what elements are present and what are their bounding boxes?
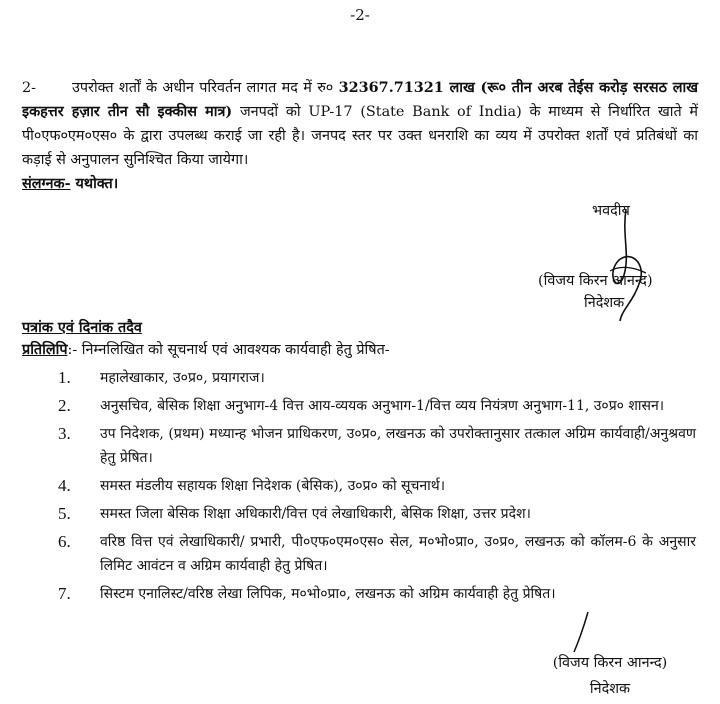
list-item-number: 5. bbox=[58, 504, 71, 523]
list-item bbox=[58, 366, 696, 390]
main-paragraph bbox=[22, 76, 698, 172]
list-item-text: समस्त मंडलीय सहायक शिक्षा निदेशक (बेसिक), उ०प्र० को सूचनार्थ। bbox=[100, 478, 446, 494]
paragraph-amount: 32367.71321 लाख (रू० तीन अरब तेईस करोड़ सरसठ लाख इकहत्तर हज़ार तीन सौ इक्कीस मात्र) bbox=[22, 79, 698, 120]
copy-to-label: प्रतिलिपि bbox=[22, 341, 68, 358]
list-item-text: उप निदेशक, (प्रथम) मध्यान्ह भोजन प्राधिकरण, उ०प्र०, लखनऊ को उपरोक्तानुसार तत्काल अग्रिम कार्यवाही/अनुश्रवण हेतु प्रेषित। bbox=[100, 426, 696, 466]
list-item bbox=[58, 530, 696, 578]
signatory-2-designation: निदेशक bbox=[589, 681, 631, 697]
list-item bbox=[58, 394, 696, 418]
list-item-number: 1. bbox=[58, 368, 71, 387]
enclosure bbox=[22, 174, 118, 193]
paragraph-text-after: जनपदों को UP-17 (State Bank of India) के माध्यम से निर्धारित खाते में पी०एफ०एम०एस० के द्वारा उपलब्ध कराई जा रही है। जनपद स्तर पर उक्त धनराशि का व्यय में उपरोक्त शर्तों एवं प्रतिबंधों का कड़ाई से अनुपालन सुनिश्चित किया जायेगा। bbox=[22, 104, 698, 168]
list-item-text: समस्त जिला बेसिक शिक्षा अधिकारी/वित्त एवं लेखाधिकारी, बेसिक शिक्षा, उत्तर प्रदेश। bbox=[100, 506, 531, 522]
signatory-2-name: (विजय किरन आनन्द) bbox=[552, 655, 668, 671]
list-item-text: अनुसचिव, बेसिक शिक्षा अनुभाग-4 वित्त आय-व्ययक अनुभाग-1/वित्त व्यय नियंत्रण अनुभाग-11, उ०प्र० शासन। bbox=[100, 398, 665, 414]
list-item-number: 4. bbox=[58, 476, 71, 495]
enclosure-value: यथोक्त। bbox=[70, 175, 119, 192]
list-item-text: सिस्टम एनालिस्ट/वरिष्ठ लेखा लिपिक, म०भो०प्रा०, लखनऊ को अग्रिम कार्यवाही हेतु प्रेषित। bbox=[100, 586, 556, 602]
copy-to-line bbox=[22, 340, 390, 359]
list-item bbox=[58, 474, 696, 498]
list-item bbox=[58, 582, 696, 606]
list-item-number: 6. bbox=[58, 532, 71, 551]
list-item bbox=[58, 502, 696, 526]
list-item-text: महालेखाकार, उ०प्र०, प्रयागराज। bbox=[100, 370, 265, 386]
recipient-list bbox=[58, 366, 696, 610]
reference-line: पत्रांक एवं दिनांक तदैव bbox=[22, 319, 142, 336]
page-number: -2- bbox=[350, 6, 370, 24]
paragraph-number: 2- bbox=[22, 80, 37, 96]
signatory-1-name: (विजय किरन आनन्द) bbox=[538, 273, 653, 289]
paragraph-text-before: उपरोक्त शर्तों के अधीन परिवर्तन लागत मद में रु० bbox=[72, 80, 339, 96]
signatory-1-designation: निदेशक bbox=[584, 295, 625, 311]
list-item-number: 3. bbox=[58, 424, 71, 443]
list-item-text: वरिष्ठ वित्त एवं लेखाधिकारी/ प्रभारी, पी०एफ०एम०एस० सेल, म०भो०प्रा०, उ०प्र०, लखनऊ को कॉलम-6 के अनुसार लिमिट आवंटन व अग्रिम कार्यवाही हेतु प्रेषित। bbox=[100, 534, 696, 574]
copy-to-text: :- निम्नलिखित को सूचनार्थ एवं आवश्यक कार्यवाही हेतु प्रेषित- bbox=[67, 342, 390, 358]
list-item-number: 7. bbox=[58, 584, 71, 603]
list-item-number: 2. bbox=[58, 396, 71, 415]
closing: भवदीय bbox=[592, 203, 630, 219]
signatory-2 bbox=[530, 652, 690, 700]
list-item bbox=[58, 422, 696, 470]
enclosure-label: संलग्नक- bbox=[22, 175, 71, 192]
signature-2 bbox=[550, 608, 600, 658]
